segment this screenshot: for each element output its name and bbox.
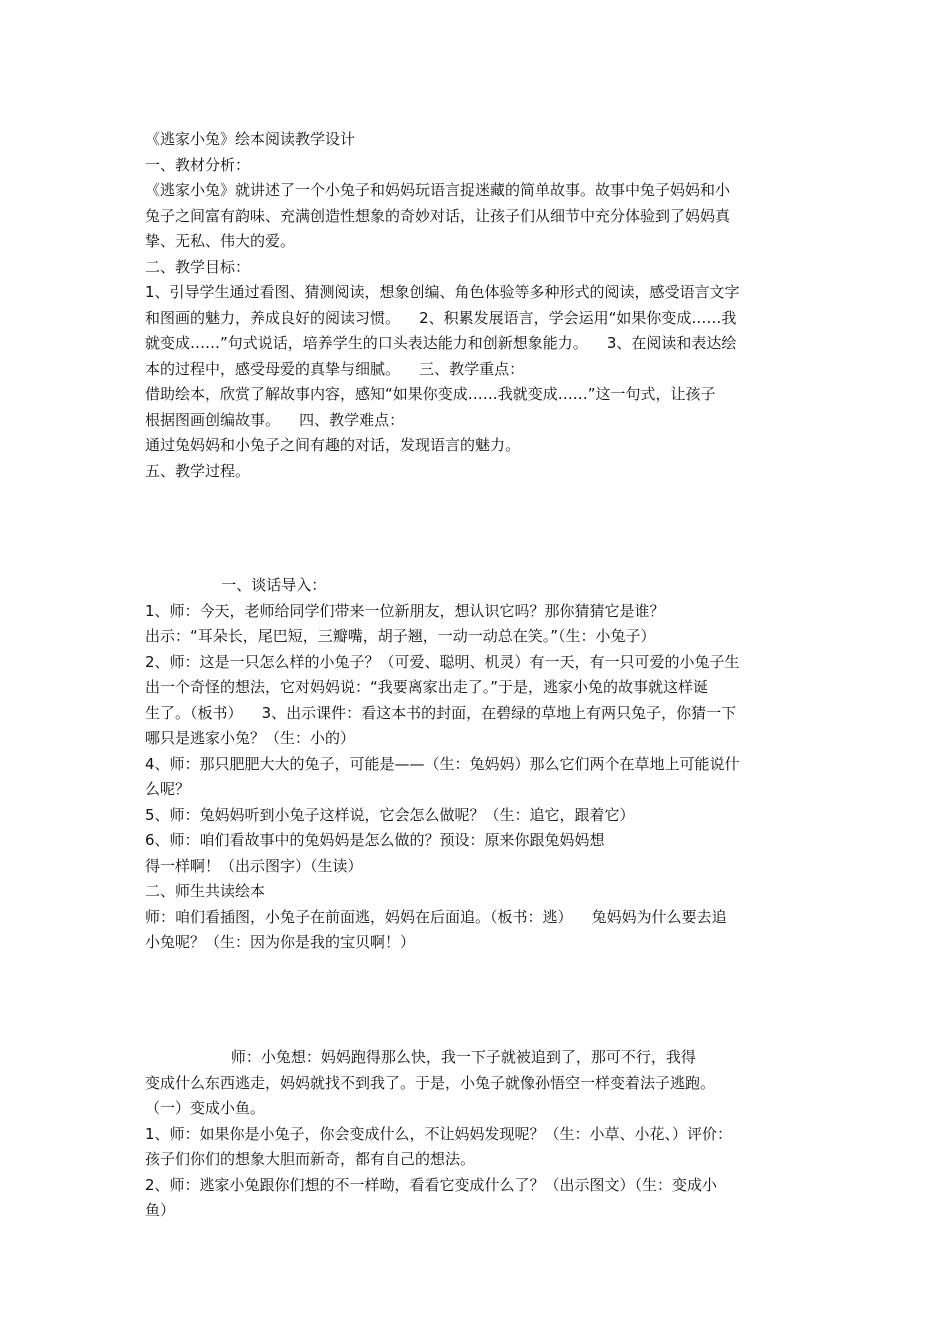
text-line: 2、师：逃家小兔跟你们想的不一样呦，看看它变成什么了？（出示图文）（生：变成小 — [145, 1175, 718, 1194]
text-line: 孩子们你们的想象大胆而新奇，都有自己的想法。 — [145, 1150, 476, 1168]
text-line: 哪只是逃家小兔？（生：小的） — [145, 729, 356, 747]
text-line: 兔子之间富有韵味、充满创造性想象的奇妙对话，让孩子们从细节中充分体验到了妈妈真 — [145, 206, 731, 225]
text-line: 挚、无私、伟大的爱。 — [145, 232, 296, 250]
text-line: 一、教材分析： — [145, 155, 251, 174]
text-line: 《逃家小兔》绘本阅读教学设计 — [145, 130, 356, 148]
text-line: 5、师：兔妈妈听到小兔子这样说，它会怎么做呢？（生：追它，跟着它） — [145, 805, 635, 824]
text-line: 鱼） — [145, 1201, 176, 1219]
text-line: 《逃家小兔》就讲述了一个小兔子和妈妈玩语言捉迷藏的简单故事。故事中兔子妈妈和小 — [145, 181, 731, 199]
text-line: 么呢？ — [145, 780, 191, 798]
text-line: 出一个奇怪的想法，它对妈妈说：“我要离家出走了。”于是，逃家小兔的故事就这样诞 — [145, 678, 709, 696]
text-line: 一、谈话导入： — [145, 576, 327, 594]
text-line: 出示：“耳朵长，尾巴短，三瓣嘴，胡子翘，一动一动总在笑。”（生：小兔子） — [145, 627, 656, 645]
text-line: 6、师：咱们看故事中的兔妈妈是怎么做的？预设：原来你跟兔妈妈想 — [145, 831, 605, 849]
section-process-part2 — [145, 1045, 810, 1224]
text-line: 二、师生共读绘本 — [145, 882, 266, 900]
text-line: 1、师：今天，老师给同学们带来一位新朋友，想认识它吗？那你猜猜它是谁？ — [145, 601, 665, 620]
text-line: 二、教学目标： — [145, 257, 251, 276]
text-line: 4、师：那只肥肥大大的兔子，可能是——（生：兔妈妈）那么它们两个在草地上可能说什 — [145, 754, 740, 773]
text-line: 根据图画创编故事。 四、教学难点： — [145, 410, 405, 429]
text-line: （一）变成小鱼。 — [145, 1099, 266, 1117]
text-line: 借助绘本，欣赏了解故事内容，感知“如果你变成……我就变成……”这一句式，让孩子 — [145, 385, 716, 403]
text-line: 和图画的魅力，养成良好的阅读习惯。 2、积累发展语言，学会运用“如果你变成……我 — [145, 308, 737, 327]
text-line: 变成什么东西逃走，妈妈就找不到我了。于是，小兔子就像孙悟空一样变着法子逃跑。 — [145, 1073, 716, 1092]
text-line: 师：咱们看插图，小兔子在前面逃，妈妈在后面追。（板书：逃） 兔妈妈为什么要去追 — [145, 907, 727, 926]
text-line: 得一样啊！（出示图字）（生读） — [145, 856, 363, 875]
text-line: 本的过程中，感受母爱的真挚与细腻。 三、教学重点： — [145, 359, 525, 378]
text-line: 通过兔妈妈和小兔子之间有趣的对话，发现语言的魅力。 — [145, 436, 521, 454]
text-line: 五、教学过程。 — [145, 461, 251, 480]
section-process-part1 — [145, 573, 810, 956]
text-line: 师：小兔想：妈妈跑得那么快，我一下子就被追到了，那可不行，我得 — [145, 1048, 696, 1066]
text-line: 2、师：这是一只怎么样的小兔子？（可爱、聪明、机灵）有一天，有一只可爱的小兔子生 — [145, 652, 740, 671]
text-line: 小兔呢？（生：因为你是我的宝贝啊！） — [145, 933, 416, 951]
text-line: 就变成……”句式说话，培养学生的口头表达能力和创新想象能力。 3、在阅读和表达绘 — [145, 334, 737, 352]
text-line: 生了。（板书） 3、出示课件：看这本书的封面，在碧绿的草地上有两只兔子，你猜一下 — [145, 703, 737, 722]
text-line: 1、师：如果你是小兔子，你会变成什么，不让妈妈发现呢？（生：小草、小花、）评价： — [145, 1124, 733, 1143]
section-intro — [145, 127, 810, 484]
text-line: 1、引导学生通过看图、猜测阅读，想象创编、角色体验等多种形式的阅读，感受语言文字 — [145, 283, 740, 301]
